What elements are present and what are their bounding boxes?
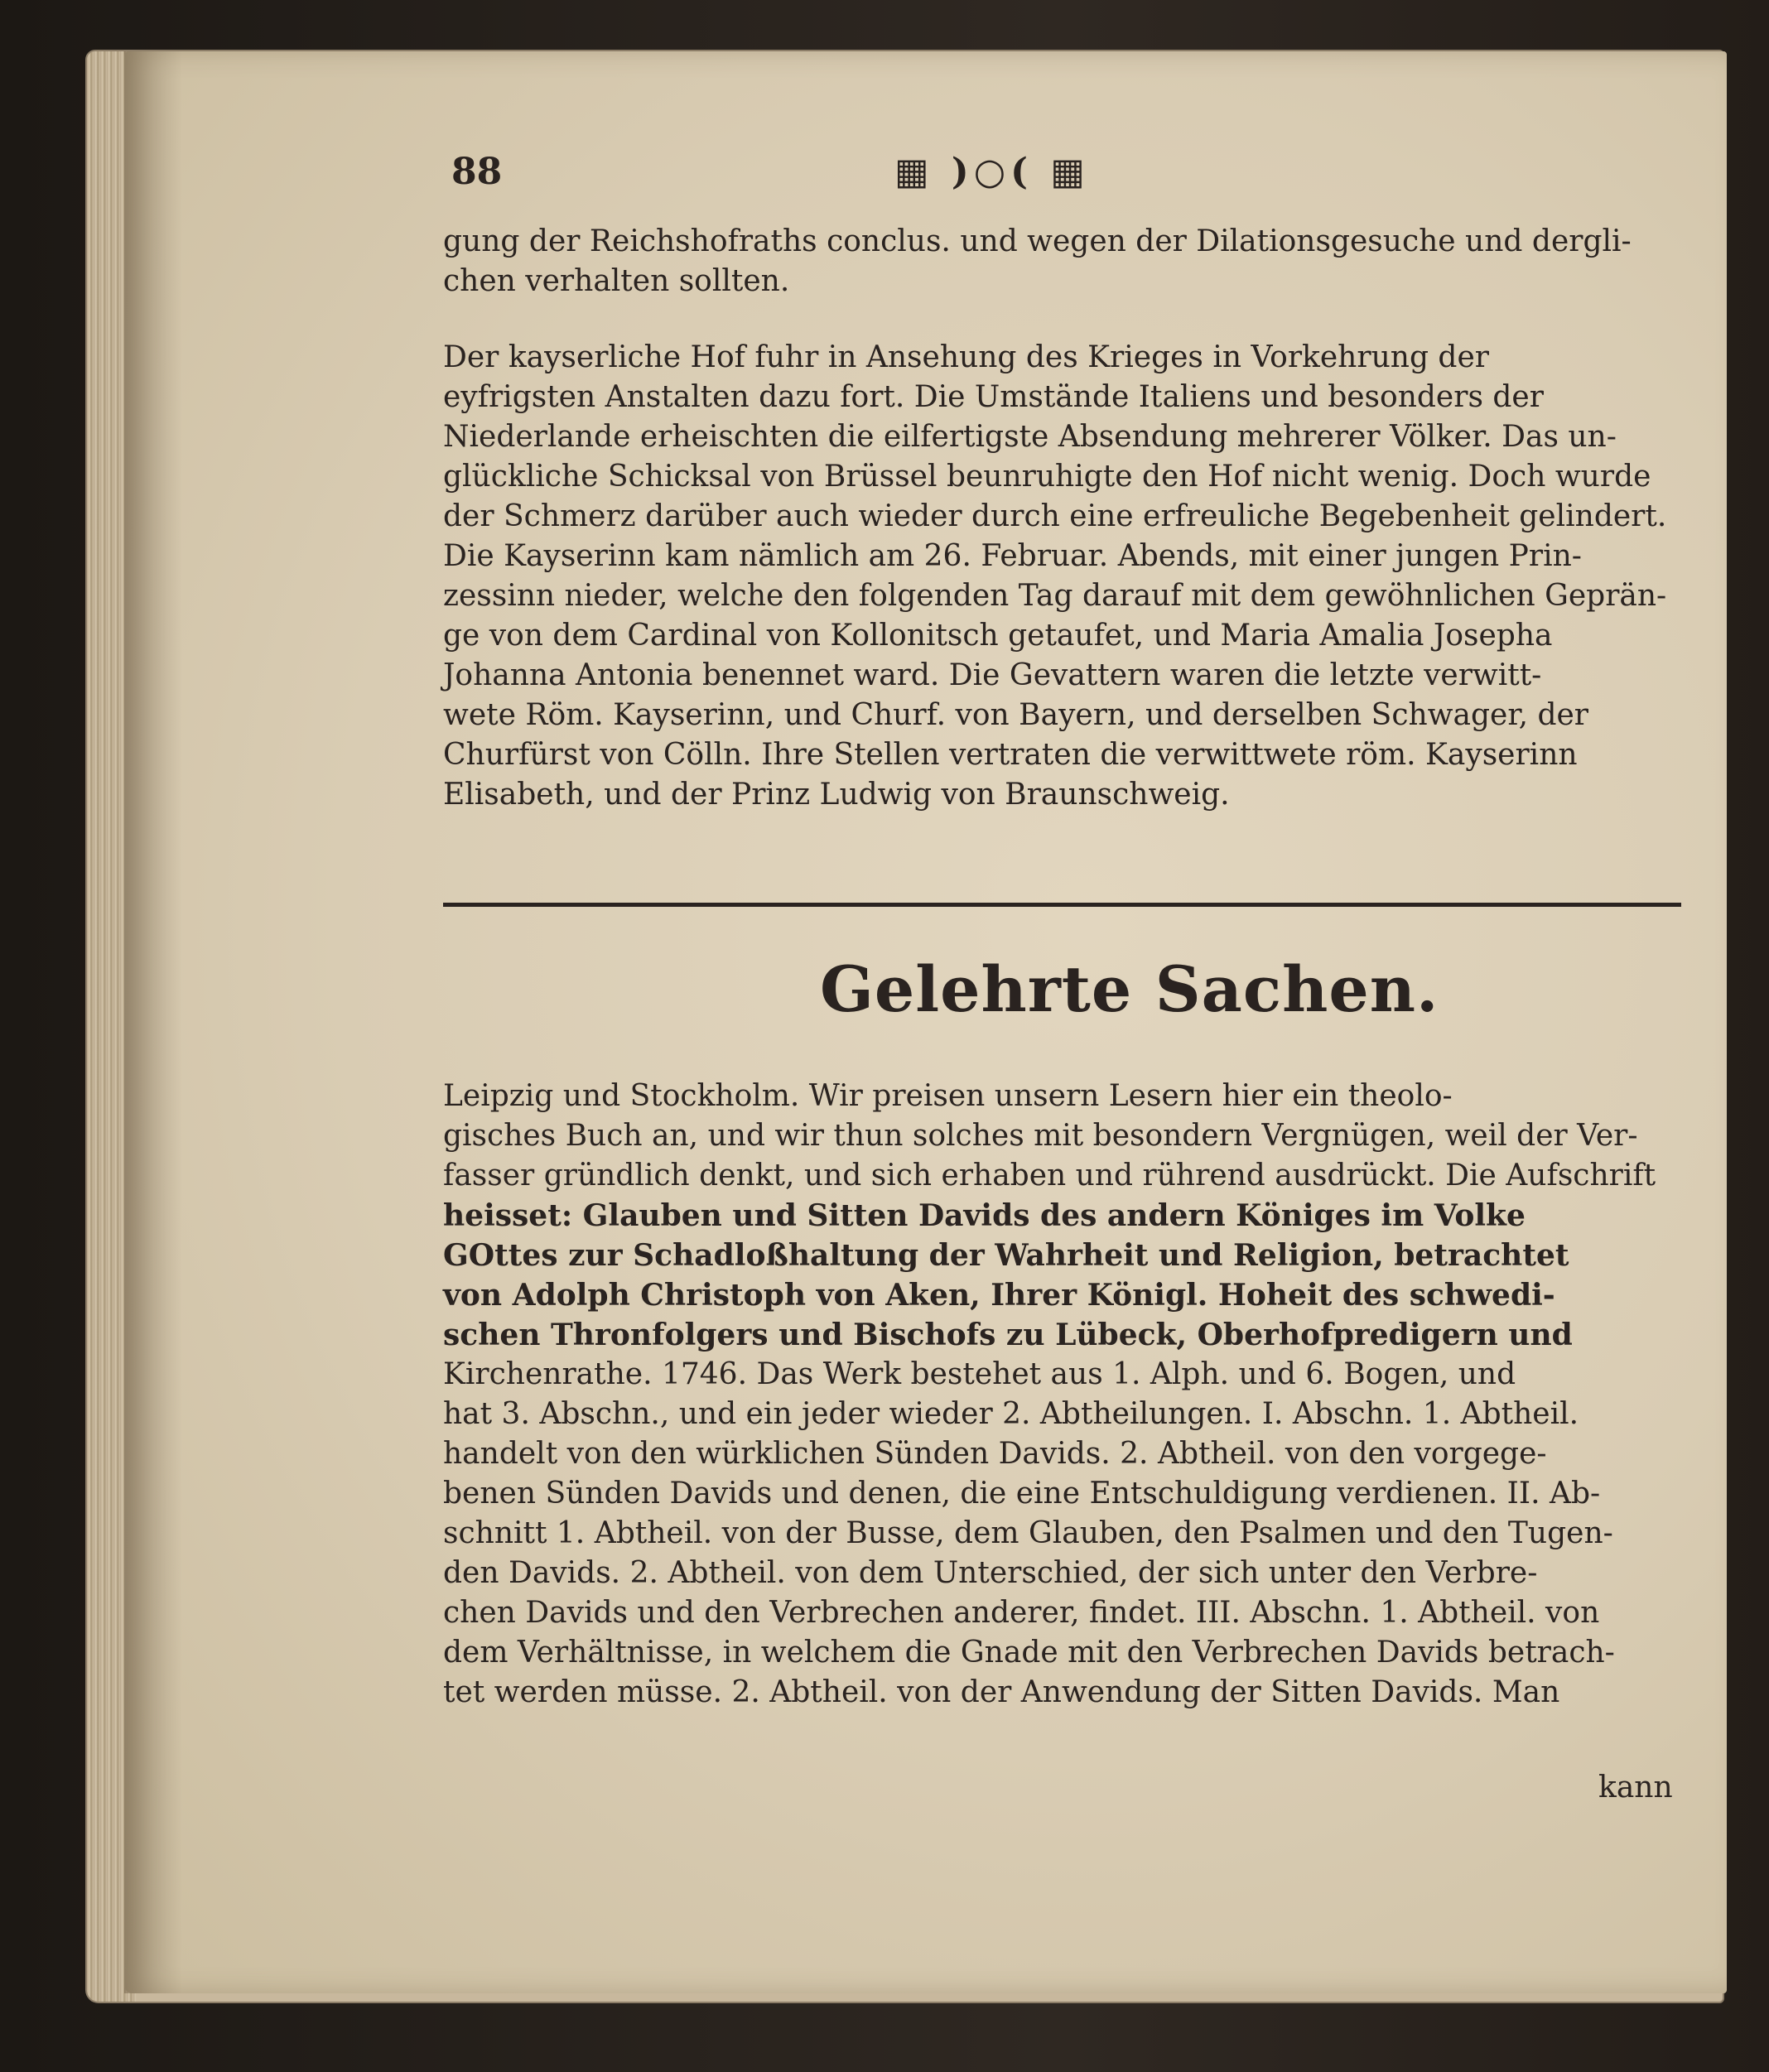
catchword: kann xyxy=(1598,1771,1673,1805)
text-line: Churfürst von Cölln. Ihre Stellen vertraten die verwittwete röm. Kayserinn xyxy=(443,738,1578,772)
section-divider-rule xyxy=(443,903,1681,907)
text-line: Kirchenrathe. 1746. Das Werk bestehet aus 1. Alph. und 6. Bogen, und xyxy=(443,1357,1516,1391)
text-line: Elisabeth, und der Prinz Ludwig von Braunschweig. xyxy=(443,778,1230,812)
text-line: Niederlande erheischten die eilfertigste Absendung mehrerer Völker. Das un- xyxy=(443,420,1617,454)
text-line: zessinn nieder, welche den folgenden Tag darauf mit dem gewöhnlichen Geprän- xyxy=(443,579,1667,613)
text-line: schen Thronfolgers und Bischofs zu Lübeck, Oberhofpredigern und xyxy=(443,1318,1573,1352)
text-line: der Schmerz darüber auch wieder durch eine erfreuliche Begebenheit gelindert. xyxy=(443,499,1667,533)
text-line: tet werden müsse. 2. Abtheil. von der Anwendung der Sitten Davids. Man xyxy=(443,1675,1560,1709)
paragraph-court-news xyxy=(443,338,1666,815)
text-line: eyfrigsten Anstalten dazu fort. Die Umstände Italiens und besonders der xyxy=(443,380,1544,414)
text-line: schnitt 1. Abtheil. von der Busse, dem Glauben, den Psalmen und den Tugen- xyxy=(443,1516,1613,1550)
text-line: gisches Buch an, und wir thun solches mit besondern Vergnügen, weil der Ver- xyxy=(443,1119,1638,1153)
text-line: ge von dem Cardinal von Kollonitsch getaufet, und Maria Amalia Josepha xyxy=(443,619,1553,653)
text-line: chen Davids und den Verbrechen anderer, findet. III. Abschn. 1. Abtheil. von xyxy=(443,1596,1600,1630)
text-line: benen Sünden Davids und denen, die eine Entschuldigung verdienen. II. Ab- xyxy=(443,1477,1601,1511)
text-line: heisset: Glauben und Sitten Davids des andern Königes im Volke xyxy=(443,1198,1526,1233)
text-line: GOttes zur Schadloßhaltung der Wahrheit und Religion, betrachtet xyxy=(443,1238,1569,1273)
text-line: gung der Reichshofraths conclus. und wegen der Dilationsgesuche und dergli- xyxy=(443,224,1632,258)
paragraph-continuation xyxy=(443,222,1632,301)
section-heading: Gelehrte Sachen. xyxy=(820,952,1439,1026)
text-line: chen verhalten sollten. xyxy=(443,264,790,298)
text-line: glückliche Schicksal von Brüssel beunruhigte den Hof nicht wenig. Doch wurde xyxy=(443,460,1651,494)
text-line: fasser gründlich denkt, und sich erhaben und rührend ausdrückt. Die Aufschrift xyxy=(443,1159,1656,1193)
paragraph-book-review xyxy=(443,1077,1656,1713)
text-line: Der kayserliche Hof fuhr in Ansehung des Krieges in Vorkehrung der xyxy=(443,340,1489,374)
text-line: Die Kayserinn kam nämlich am 26. Februar. Abends, mit einer jungen Prin- xyxy=(443,539,1582,573)
text-line: Leipzig und Stockholm. Wir preisen unsern Lesern hier ein theolo- xyxy=(443,1079,1453,1113)
text-line: handelt von den würklichen Sünden Davids. 2. Abtheil. von den vorgege- xyxy=(443,1437,1547,1471)
text-line: wete Röm. Kayserinn, und Churf. von Bayern, und derselben Schwager, der xyxy=(443,698,1589,732)
text-line: dem Verhältnisse, in welchem die Gnade mit den Verbrechen Davids betrach- xyxy=(443,1636,1615,1670)
text-line: den Davids. 2. Abtheil. von dem Unterschied, der sich unter den Verbre- xyxy=(443,1556,1538,1590)
running-head-ornament: ▦ )○( ▦ xyxy=(894,151,1090,193)
text-line: von Adolph Christoph von Aken, Ihrer Königl. Hoheit des schwedi- xyxy=(443,1278,1555,1313)
text-line: hat 3. Abschn., und ein jeder wieder 2. Abtheilungen. I. Abschn. 1. Abtheil. xyxy=(443,1397,1579,1431)
page-number: 88 xyxy=(451,151,503,193)
text-line: Johanna Antonia benennet ward. Die Gevattern waren die letzte verwitt- xyxy=(443,658,1542,692)
